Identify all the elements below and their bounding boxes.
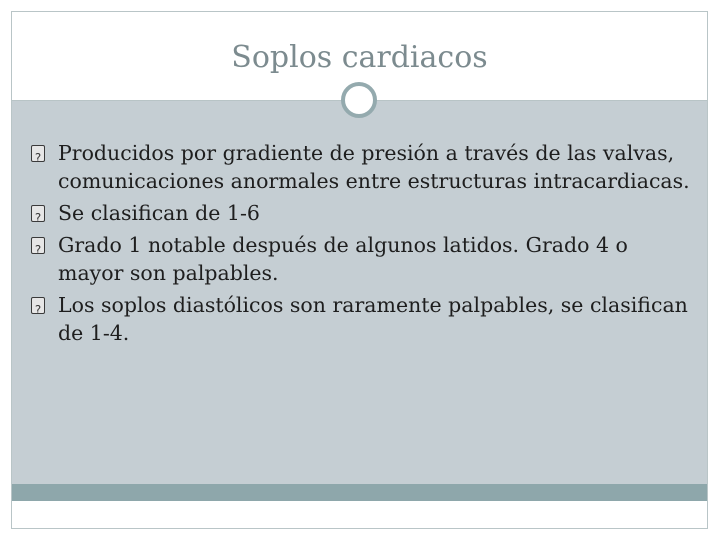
bullet-text: Se clasifican de 1-6 [58, 201, 260, 225]
footer-bar [12, 484, 707, 501]
missing-glyph-icon [31, 205, 45, 222]
missing-glyph-icon [31, 237, 45, 254]
bullet-text: Grado 1 notable después de algunos latidos. Grado 4 o mayor son palpables. [58, 233, 628, 285]
bullet-item [31, 199, 691, 227]
bullet-text: Los soplos diastólicos son raramente palpables, se clasifican de 1-4. [58, 293, 688, 345]
bullet-item [31, 231, 691, 287]
bullet-list [31, 139, 691, 351]
content-area [12, 101, 707, 501]
ring-ornament-icon [341, 82, 377, 118]
slide-title: Soplos cardiacos [231, 40, 488, 75]
bullet-item [31, 139, 691, 195]
missing-glyph-icon [31, 145, 45, 162]
bullet-item [31, 291, 691, 347]
slide [11, 11, 708, 529]
bullet-text: Producidos por gradiente de presión a través de las valvas, comunicaciones anormales entre estructuras intracardiacas. [58, 141, 690, 193]
missing-glyph-icon [31, 297, 45, 314]
